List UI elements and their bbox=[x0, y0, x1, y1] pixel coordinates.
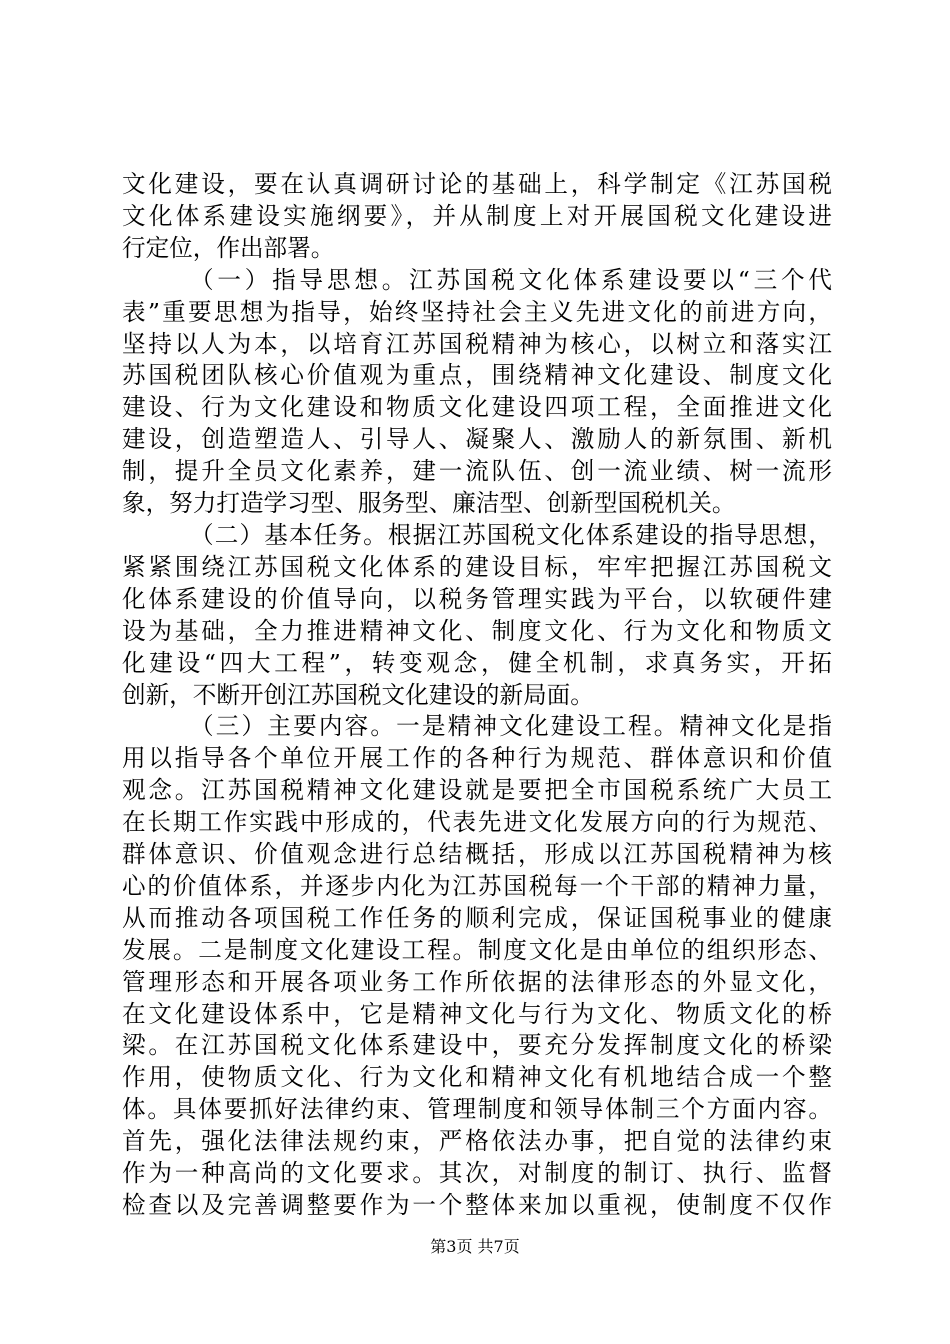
body-text-line: 创新，不断开创江苏国税文化建设的新局面。 bbox=[122, 680, 594, 709]
body-text-line: （二）基本任务。根据江苏国税文化体系建设的指导思想， bbox=[190, 520, 832, 549]
body-text-line: 建设，创造塑造人、引导人、凝聚人、激励人的新氛围、新机 bbox=[122, 425, 832, 454]
body-text-line: 从而推动各项国税工作任务的顺利完成，保证国税事业的健康 bbox=[122, 903, 832, 932]
body-text-line: 管理形态和开展各项业务工作所依据的法律形态的外显文化， bbox=[122, 967, 832, 996]
body-text-line: 行定位，作出部署。 bbox=[122, 233, 335, 262]
body-text-line: 检查以及完善调整要作为一个整体来加以重视，使制度不仅作 bbox=[122, 1191, 832, 1219]
body-text-line: 象，努力打造学习型、服务型、廉洁型、创新型国税机关。 bbox=[122, 489, 736, 518]
body-text-line: 作为一种高尚的文化要求。其次，对制度的制订、执行、监督 bbox=[122, 1159, 832, 1188]
body-text-line: 在长期工作实践中形成的，代表先进文化发展方向的行为规范、 bbox=[122, 808, 832, 837]
body-text-line: （三）主要内容。一是精神文化建设工程。精神文化是指 bbox=[190, 712, 832, 741]
page-number-footer: 第3页 共7页 bbox=[430, 1237, 520, 1256]
body-text-line: 化建设“四大工程”，转变观念，健全机制，求真务实，开拓 bbox=[122, 648, 832, 677]
body-text-line: 心的价值体系，并逐步内化为江苏国税每一个干部的精神力量， bbox=[122, 871, 832, 900]
body-text-line: 表”重要思想为指导，始终坚持社会主义先进文化的前进方向， bbox=[122, 297, 832, 326]
body-text-line: 梁。在江苏国税文化体系建设中，要充分发挥制度文化的桥梁 bbox=[122, 1031, 832, 1060]
body-text-line: 发展。二是制度文化建设工程。制度文化是由单位的组织形态、 bbox=[122, 935, 832, 964]
body-text-line: 化体系建设的价值导向，以税务管理实践为平台，以软硬件建 bbox=[122, 584, 832, 613]
body-text-line: 作用，使物质文化、行为文化和精神文化有机地结合成一个整 bbox=[122, 1063, 832, 1092]
body-text-line: 紧紧围绕江苏国税文化体系的建设目标，牢牢把握江苏国税文 bbox=[122, 552, 832, 581]
body-text-line: 首先，强化法律法规约束，严格依法办事，把自觉的法律约束 bbox=[122, 1127, 832, 1156]
body-text-line: 坚持以人为本，以培育江苏国税精神为核心，以树立和落实江 bbox=[122, 329, 832, 358]
body-text-line: 在文化建设体系中，它是精神文化与行为文化、物质文化的桥 bbox=[122, 999, 832, 1028]
body-text-line: 建设、行为文化建设和物质文化建设四项工程，全面推进文化 bbox=[122, 393, 832, 422]
body-text-line: 设为基础，全力推进精神文化、制度文化、行为文化和物质文 bbox=[122, 616, 832, 645]
body-text-line: 制，提升全员文化素养，建一流队伍、创一流业绩、树一流形 bbox=[122, 457, 832, 486]
body-text-line: 体。具体要抓好法律约束、管理制度和领导体制三个方面内容。 bbox=[122, 1095, 832, 1124]
body-text-line: 文化建设，要在认真调研讨论的基础上，科学制定《江苏国税 bbox=[122, 170, 832, 198]
body-text-line: 群体意识、价值观念进行总结概括，形成以江苏国税精神为核 bbox=[122, 840, 832, 869]
body-text-line: 观念。江苏国税精神文化建设就是要把全市国税系统广大员工 bbox=[122, 776, 832, 805]
body-text-line: 文化体系建设实施纲要》，并从制度上对开展国税文化建设进 bbox=[122, 201, 832, 230]
body-text-line: 用以指导各个单位开展工作的各种行为规范、群体意识和价值 bbox=[122, 744, 832, 773]
body-text-line: 苏国税团队核心价值观为重点，围绕精神文化建设、制度文化 bbox=[122, 361, 832, 390]
body-text-line: （一）指导思想。江苏国税文化体系建设要以“三个代 bbox=[190, 265, 832, 294]
